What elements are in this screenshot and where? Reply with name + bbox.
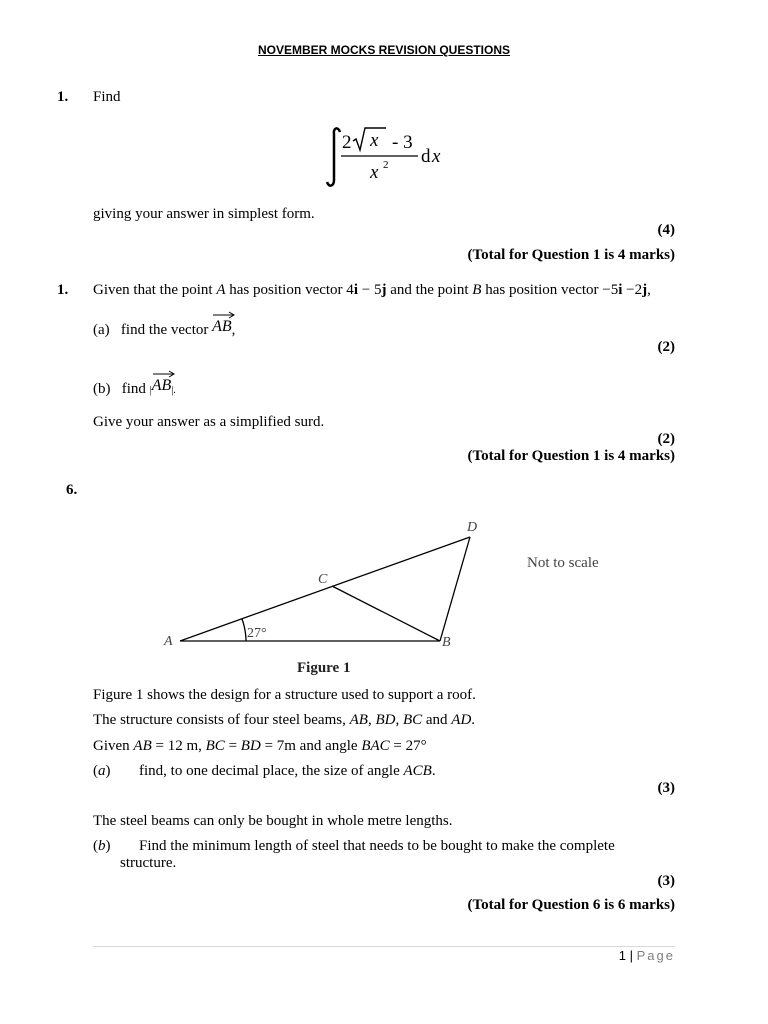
q1-instruction: giving your answer in simplest form. [93,206,315,222]
vector-arrow-icon [152,370,176,378]
q1-marks: (4) [657,222,675,238]
q6-part-b-text: Find the minimum length of steel that needs to be bought to make the complete [139,838,615,854]
label-b: B [442,635,451,650]
q2-surd-instruction: Give your answer as a simplified surd. [93,414,325,430]
integral-denom-exp: 2 [383,159,389,171]
page-title: NOVEMBER MOCKS REVISION QUESTIONS [257,43,511,57]
label-d: D [467,520,478,535]
q6-part-a: (a) [93,763,111,779]
figure-1 [150,510,630,680]
footer-separator: | [629,948,633,963]
integral-expression [322,124,452,190]
q2-marks-b: (2) [657,431,675,447]
q6-number: 6. [66,482,78,498]
q6-total: (Total for Question 6 is 6 marks) [467,897,675,913]
page-word: Page [636,948,675,963]
page-number: 1 [618,948,626,963]
vector-ab: AB [212,318,232,336]
beam-bd [440,537,470,641]
q2-number: 1. [57,282,69,298]
q2-part-b: (b) find | AB|. [93,380,176,398]
q2-part-a: (a) find the vector AB, [93,321,235,339]
q6-marks-a: (3) [657,780,675,796]
q2-marks-a: (2) [657,339,675,355]
label-a: A [164,634,173,649]
page-footer [619,948,675,963]
angle-arc [242,619,246,641]
integral-sign-icon [327,128,340,185]
not-to-scale-note: Not to scale [527,555,599,571]
q2-intro: Given that the point A has position vector 4i − 5j and the point B has position vector −5i −2j, [93,282,651,298]
integral-dvar: x [432,146,441,167]
integral-numerator-rest: - 3 [392,132,413,153]
integral-d: d [421,146,431,167]
beam-ad [180,537,470,641]
q6-line3: Given AB = 12 m, BC = BD = 7m and angle BAC = 27° [93,738,427,754]
vector-arrow-icon [212,311,236,319]
q6-part-b-text-cont: structure. [120,855,177,871]
q1-integral [322,124,452,190]
q6-marks-b: (3) [657,873,675,889]
q1-number: 1. [57,89,69,105]
q6-line1: Figure 1 shows the design for a structure used to support a roof. [93,687,476,703]
integral-coef: 2 [342,132,352,153]
beam-bc [332,586,440,641]
footer-divider [93,946,675,947]
q1-total: (Total for Question 1 is 4 marks) [467,247,675,263]
angle-label: 27° [247,626,267,641]
figure-caption: Figure 1 [297,660,351,676]
triangle-diagram [150,510,630,680]
q1-prompt: Find [93,89,121,105]
integral-denom-var: x [370,162,379,183]
label-c: C [318,572,328,587]
q6-part-b: (b) [93,838,111,854]
q6-line4: The steel beams can only be bought in whole metre lengths. [93,813,453,829]
q6-part-a-text: find, to one decimal place, the size of angle ACB. [139,763,436,779]
integral-sqrt-var: x [370,130,379,151]
vector-ab-magnitude: AB [152,377,172,395]
q6-line2: The structure consists of four steel beams, AB, BD, BC and AD. [93,712,476,728]
q2-total: (Total for Question 1 is 4 marks) [467,448,675,464]
